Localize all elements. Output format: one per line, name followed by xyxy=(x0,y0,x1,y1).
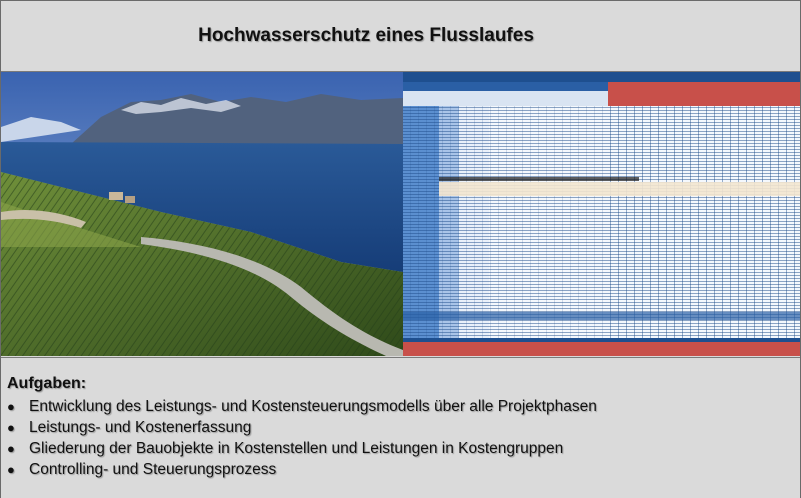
list-item xyxy=(7,396,597,417)
tasks-section xyxy=(1,357,800,498)
slide-title: Hochwasserschutz eines Flusslaufes xyxy=(198,25,534,46)
list-item xyxy=(7,438,597,459)
list-item xyxy=(7,459,597,480)
title-bar xyxy=(1,1,800,72)
list-item xyxy=(7,417,597,438)
task-text: Controlling- und Steuerungsprozess xyxy=(29,461,277,478)
bullet-icon: ● xyxy=(7,420,15,435)
task-text: Gliederung der Bauobjekte in Kostenstellen und Leistungen in Kostengruppen xyxy=(29,440,564,457)
bullet-icon: ● xyxy=(7,462,15,477)
spreadsheet-picture xyxy=(403,72,800,356)
cost-control-spreadsheet xyxy=(403,72,800,356)
task-text: Leistungs- und Kostenerfassung xyxy=(29,419,252,436)
bullet-icon: ● xyxy=(7,399,15,414)
landscape-picture xyxy=(1,72,403,356)
task-text: Entwicklung des Leistungs- und Kostensteuerungsmodells über alle Projektphasen xyxy=(29,398,597,415)
bullet-icon: ● xyxy=(7,441,15,456)
media-row xyxy=(1,72,800,356)
lake-vineyard-photo xyxy=(1,72,403,356)
task-list xyxy=(7,396,597,480)
tasks-heading: Aufgaben: xyxy=(7,375,87,392)
